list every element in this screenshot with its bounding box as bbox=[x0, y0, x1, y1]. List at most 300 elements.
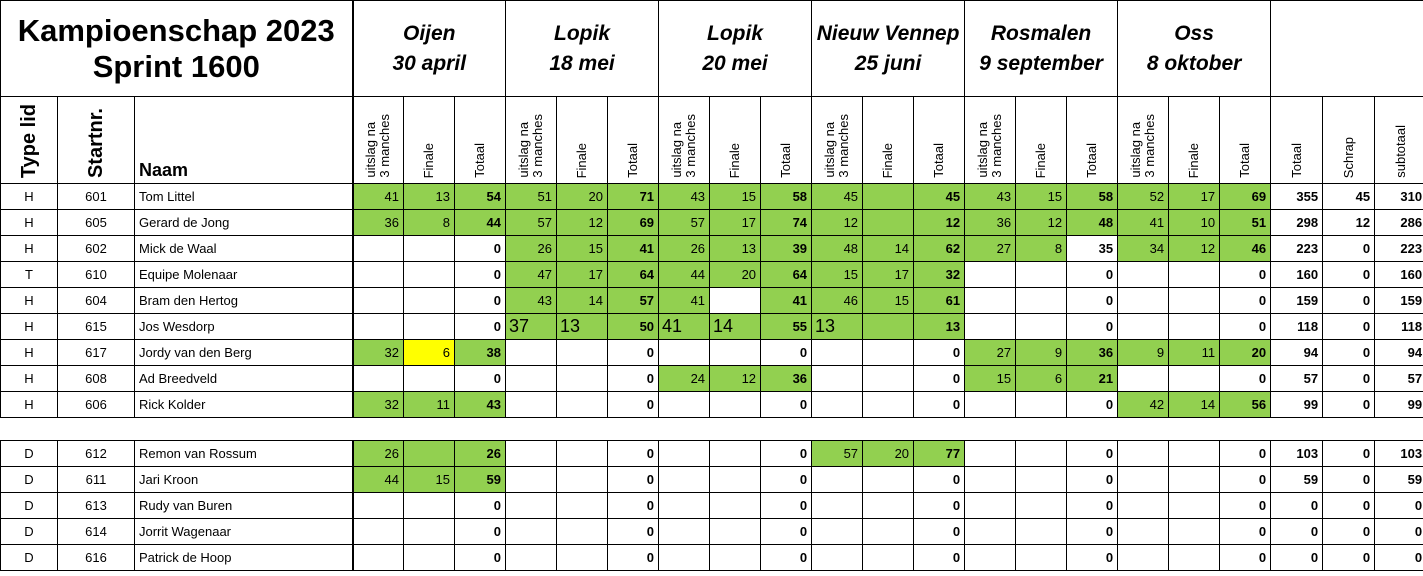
event-total-cell: 0 bbox=[608, 392, 659, 418]
finale-cell bbox=[404, 314, 455, 340]
finale-cell: 13 bbox=[557, 314, 608, 340]
uitslag-cell bbox=[353, 519, 404, 545]
event-total-cell: 0 bbox=[914, 340, 965, 366]
uitslag-cell bbox=[1118, 493, 1169, 519]
finale-cell bbox=[557, 366, 608, 392]
finale-cell bbox=[557, 545, 608, 571]
finale-cell bbox=[1016, 441, 1067, 467]
event-total-cell: 0 bbox=[1220, 519, 1271, 545]
uitslag-cell bbox=[506, 493, 557, 519]
event-total-cell: 21 bbox=[1067, 366, 1118, 392]
event-total-cell: 58 bbox=[761, 184, 812, 210]
finale-cell bbox=[1169, 467, 1220, 493]
uitslag-cell bbox=[1118, 262, 1169, 288]
schrap-cell: 0 bbox=[1323, 366, 1375, 392]
uitslag-cell: 27 bbox=[965, 236, 1016, 262]
finale-cell bbox=[557, 493, 608, 519]
finale-cell: 17 bbox=[710, 210, 761, 236]
finale-cell: 14 bbox=[557, 288, 608, 314]
grand-total-cell: 298 bbox=[1271, 210, 1323, 236]
finale-cell: 13 bbox=[710, 236, 761, 262]
finale-cell: 15 bbox=[710, 184, 761, 210]
uitslag-cell: 57 bbox=[506, 210, 557, 236]
finale-cell: 20 bbox=[557, 184, 608, 210]
name-cell: Jari Kroon bbox=[135, 467, 353, 493]
uitslag-cell: 45 bbox=[812, 184, 863, 210]
event-total-cell: 74 bbox=[761, 210, 812, 236]
grand-total-cell: 355 bbox=[1271, 184, 1323, 210]
event-total-cell: 0 bbox=[1220, 493, 1271, 519]
event-total-cell: 41 bbox=[761, 288, 812, 314]
uitslag-cell bbox=[659, 493, 710, 519]
type-cell: T bbox=[1, 262, 58, 288]
col-uitslag-event-4: uitslag na 3 manches bbox=[812, 97, 863, 184]
finale-cell bbox=[404, 545, 455, 571]
type-cell: H bbox=[1, 288, 58, 314]
uitslag-cell bbox=[812, 493, 863, 519]
event-total-cell: 13 bbox=[914, 314, 965, 340]
finale-cell bbox=[1169, 493, 1220, 519]
finale-cell bbox=[1016, 262, 1067, 288]
event-total-cell: 0 bbox=[608, 366, 659, 392]
finale-cell bbox=[557, 340, 608, 366]
name-cell: Ad Breedveld bbox=[135, 366, 353, 392]
col-totaal-event-1: Totaal bbox=[455, 97, 506, 184]
uitslag-cell bbox=[353, 262, 404, 288]
schrap-cell: 0 bbox=[1323, 314, 1375, 340]
uitslag-cell: 44 bbox=[353, 467, 404, 493]
finale-cell bbox=[1016, 519, 1067, 545]
subtotaal-cell: 0 bbox=[1375, 519, 1423, 545]
event-total-cell: 0 bbox=[914, 519, 965, 545]
finale-cell: 17 bbox=[863, 262, 914, 288]
table-row bbox=[1, 236, 1423, 262]
uitslag-cell bbox=[506, 392, 557, 418]
finale-cell bbox=[1016, 493, 1067, 519]
event-total-cell: 0 bbox=[914, 467, 965, 493]
uitslag-cell bbox=[353, 314, 404, 340]
startnr-cell: 605 bbox=[58, 210, 135, 236]
subtotaal-cell: 223 bbox=[1375, 236, 1423, 262]
type-cell: H bbox=[1, 184, 58, 210]
col-totaal-event-5: Totaal bbox=[1067, 97, 1118, 184]
table-row bbox=[1, 519, 1423, 545]
finale-cell: 15 bbox=[1016, 184, 1067, 210]
event-total-cell: 0 bbox=[1067, 262, 1118, 288]
event-total-cell: 0 bbox=[761, 467, 812, 493]
event-total-cell: 45 bbox=[914, 184, 965, 210]
uitslag-cell bbox=[353, 366, 404, 392]
uitslag-cell bbox=[506, 545, 557, 571]
finale-cell bbox=[1016, 392, 1067, 418]
uitslag-cell bbox=[1118, 519, 1169, 545]
title-line-1: Kampioenschap 2023 bbox=[17, 12, 335, 48]
subtotaal-cell: 0 bbox=[1375, 545, 1423, 571]
type-cell: H bbox=[1, 340, 58, 366]
subtotaal-cell: 57 bbox=[1375, 366, 1423, 392]
name-cell: Gerard de Jong bbox=[135, 210, 353, 236]
uitslag-cell bbox=[506, 467, 557, 493]
uitslag-cell: 43 bbox=[506, 288, 557, 314]
event-total-cell: 0 bbox=[455, 236, 506, 262]
startnr-cell: 612 bbox=[58, 441, 135, 467]
grand-total-cell: 160 bbox=[1271, 262, 1323, 288]
event-total-cell: 56 bbox=[1220, 392, 1271, 418]
name-cell: Jos Wesdorp bbox=[135, 314, 353, 340]
uitslag-cell: 44 bbox=[659, 262, 710, 288]
col-totaal-event-4: Totaal bbox=[914, 97, 965, 184]
event-total-cell: 54 bbox=[455, 184, 506, 210]
uitslag-cell bbox=[659, 392, 710, 418]
finale-cell: 8 bbox=[404, 210, 455, 236]
table-row bbox=[1, 340, 1423, 366]
event-total-cell: 0 bbox=[914, 366, 965, 392]
name-cell: Tom Littel bbox=[135, 184, 353, 210]
event-total-cell: 48 bbox=[1067, 210, 1118, 236]
finale-cell: 11 bbox=[404, 392, 455, 418]
startnr-cell: 604 bbox=[58, 288, 135, 314]
finale-cell: 6 bbox=[404, 340, 455, 366]
schrap-cell: 0 bbox=[1323, 288, 1375, 314]
grand-total-cell: 159 bbox=[1271, 288, 1323, 314]
event-total-cell: 0 bbox=[1220, 441, 1271, 467]
event-total-cell: 0 bbox=[455, 314, 506, 340]
grand-total-cell: 59 bbox=[1271, 467, 1323, 493]
uitslag-cell bbox=[812, 467, 863, 493]
subtotaal-cell: 94 bbox=[1375, 340, 1423, 366]
uitslag-cell bbox=[965, 314, 1016, 340]
schrap-cell: 0 bbox=[1323, 493, 1375, 519]
event-total-cell: 26 bbox=[455, 441, 506, 467]
subtotaal-cell: 160 bbox=[1375, 262, 1423, 288]
uitslag-cell: 12 bbox=[812, 210, 863, 236]
event-total-cell: 0 bbox=[608, 441, 659, 467]
title-line-2: Sprint 1600 bbox=[92, 48, 260, 84]
col-finale-event-1: Finale bbox=[404, 97, 455, 184]
finale-cell bbox=[863, 519, 914, 545]
subtotaal-cell: 310 bbox=[1375, 184, 1423, 210]
uitslag-cell bbox=[812, 366, 863, 392]
finale-cell bbox=[863, 493, 914, 519]
uitslag-cell: 24 bbox=[659, 366, 710, 392]
table-row bbox=[1, 545, 1423, 571]
uitslag-cell bbox=[812, 392, 863, 418]
col-uitslag-event-3: uitslag na 3 manches bbox=[659, 97, 710, 184]
event-total-cell: 44 bbox=[455, 210, 506, 236]
grand-total-cell: 103 bbox=[1271, 441, 1323, 467]
uitslag-cell: 13 bbox=[812, 314, 863, 340]
uitslag-cell: 52 bbox=[1118, 184, 1169, 210]
finale-cell bbox=[404, 262, 455, 288]
event-total-cell: 0 bbox=[1067, 441, 1118, 467]
uitslag-cell bbox=[965, 288, 1016, 314]
finale-cell bbox=[404, 236, 455, 262]
finale-cell: 12 bbox=[1169, 236, 1220, 262]
table-row bbox=[1, 314, 1423, 340]
schrap-cell: 0 bbox=[1323, 392, 1375, 418]
event-total-cell: 0 bbox=[761, 441, 812, 467]
table-row bbox=[1, 493, 1423, 519]
type-cell: D bbox=[1, 519, 58, 545]
uitslag-cell bbox=[1118, 545, 1169, 571]
uitslag-cell: 48 bbox=[812, 236, 863, 262]
type-cell: D bbox=[1, 441, 58, 467]
grand-total-cell: 99 bbox=[1271, 392, 1323, 418]
subtotaal-cell: 99 bbox=[1375, 392, 1423, 418]
event-header-2: Lopik 18 mei bbox=[506, 1, 659, 97]
uitslag-cell: 32 bbox=[353, 392, 404, 418]
startnr-cell: 613 bbox=[58, 493, 135, 519]
finale-cell bbox=[404, 519, 455, 545]
uitslag-cell: 41 bbox=[1118, 210, 1169, 236]
event-total-cell: 32 bbox=[914, 262, 965, 288]
subtotaal-cell: 159 bbox=[1375, 288, 1423, 314]
uitslag-cell bbox=[506, 441, 557, 467]
finale-cell bbox=[710, 519, 761, 545]
col-type-lid: Type lid bbox=[1, 97, 58, 184]
schrap-cell: 12 bbox=[1323, 210, 1375, 236]
event-total-cell: 0 bbox=[1220, 288, 1271, 314]
subtotaal-cell: 118 bbox=[1375, 314, 1423, 340]
finale-cell: 12 bbox=[1016, 210, 1067, 236]
finale-cell: 14 bbox=[863, 236, 914, 262]
name-cell: Patrick de Hoop bbox=[135, 545, 353, 571]
uitslag-cell: 27 bbox=[965, 340, 1016, 366]
event-total-cell: 0 bbox=[1067, 467, 1118, 493]
grand-total-cell: 223 bbox=[1271, 236, 1323, 262]
uitslag-cell bbox=[1118, 441, 1169, 467]
uitslag-cell: 26 bbox=[506, 236, 557, 262]
col-totaal-event-6: Totaal bbox=[1220, 97, 1271, 184]
event-total-cell: 0 bbox=[1220, 545, 1271, 571]
grand-total-cell: 0 bbox=[1271, 545, 1323, 571]
finale-cell: 8 bbox=[1016, 236, 1067, 262]
startnr-cell: 616 bbox=[58, 545, 135, 571]
finale-cell bbox=[710, 467, 761, 493]
finale-cell bbox=[863, 210, 914, 236]
finale-cell: 6 bbox=[1016, 366, 1067, 392]
event-total-cell: 0 bbox=[1067, 288, 1118, 314]
col-totaal-event-3: Totaal bbox=[761, 97, 812, 184]
event-total-cell: 0 bbox=[914, 493, 965, 519]
uitslag-cell bbox=[659, 441, 710, 467]
uitslag-cell bbox=[812, 340, 863, 366]
event-total-cell: 0 bbox=[608, 340, 659, 366]
finale-cell bbox=[1016, 545, 1067, 571]
startnr-cell: 606 bbox=[58, 392, 135, 418]
col-grand_totaal: Totaal bbox=[1271, 97, 1323, 184]
event-header-6: Oss 8 oktober bbox=[1118, 1, 1271, 97]
event-total-cell: 12 bbox=[914, 210, 965, 236]
col-uitslag-event-1: uitslag na 3 manches bbox=[353, 97, 404, 184]
name-cell: Equipe Molenaar bbox=[135, 262, 353, 288]
type-cell: H bbox=[1, 392, 58, 418]
name-cell: Mick de Waal bbox=[135, 236, 353, 262]
finale-cell bbox=[710, 441, 761, 467]
event-total-cell: 71 bbox=[608, 184, 659, 210]
name-cell: Remon van Rossum bbox=[135, 441, 353, 467]
event-total-cell: 0 bbox=[1067, 519, 1118, 545]
event-total-cell: 0 bbox=[455, 366, 506, 392]
uitslag-cell bbox=[965, 392, 1016, 418]
sheet-title bbox=[1, 1, 353, 97]
totals-header bbox=[1271, 1, 1423, 97]
subtotaal-cell: 0 bbox=[1375, 493, 1423, 519]
event-total-cell: 35 bbox=[1067, 236, 1118, 262]
startnr-cell: 602 bbox=[58, 236, 135, 262]
type-cell: H bbox=[1, 210, 58, 236]
uitslag-cell bbox=[965, 262, 1016, 288]
finale-cell: 9 bbox=[1016, 340, 1067, 366]
event-total-cell: 0 bbox=[1220, 366, 1271, 392]
uitslag-cell bbox=[506, 340, 557, 366]
finale-cell bbox=[863, 467, 914, 493]
event-total-cell: 0 bbox=[761, 519, 812, 545]
event-total-cell: 51 bbox=[1220, 210, 1271, 236]
col-finale-event-5: Finale bbox=[1016, 97, 1067, 184]
finale-cell bbox=[710, 340, 761, 366]
subtotaal-cell: 286 bbox=[1375, 210, 1423, 236]
startnr-cell: 617 bbox=[58, 340, 135, 366]
name-cell: Rick Kolder bbox=[135, 392, 353, 418]
finale-cell bbox=[710, 493, 761, 519]
table-row bbox=[1, 184, 1423, 210]
uitslag-cell bbox=[353, 288, 404, 314]
finale-cell bbox=[557, 519, 608, 545]
finale-cell bbox=[863, 366, 914, 392]
finale-cell bbox=[863, 392, 914, 418]
event-total-cell: 77 bbox=[914, 441, 965, 467]
event-total-cell: 0 bbox=[1067, 314, 1118, 340]
finale-cell: 14 bbox=[710, 314, 761, 340]
uitslag-cell bbox=[506, 519, 557, 545]
spacer-row bbox=[1, 418, 1423, 441]
finale-cell bbox=[710, 392, 761, 418]
startnr-cell: 610 bbox=[58, 262, 135, 288]
schrap-cell: 0 bbox=[1323, 545, 1375, 571]
col-totaal-event-2: Totaal bbox=[608, 97, 659, 184]
finale-cell bbox=[1169, 314, 1220, 340]
col-uitslag-event-5: uitslag na 3 manches bbox=[965, 97, 1016, 184]
event-total-cell: 58 bbox=[1067, 184, 1118, 210]
event-total-cell: 0 bbox=[608, 545, 659, 571]
table-row bbox=[1, 210, 1423, 236]
finale-cell bbox=[557, 441, 608, 467]
finale-cell bbox=[404, 493, 455, 519]
uitslag-cell bbox=[659, 519, 710, 545]
event-total-cell: 41 bbox=[608, 236, 659, 262]
uitslag-cell: 34 bbox=[1118, 236, 1169, 262]
finale-cell: 17 bbox=[1169, 184, 1220, 210]
event-total-cell: 69 bbox=[1220, 184, 1271, 210]
uitslag-cell bbox=[965, 519, 1016, 545]
schrap-cell: 45 bbox=[1323, 184, 1375, 210]
uitslag-cell: 51 bbox=[506, 184, 557, 210]
finale-cell: 12 bbox=[557, 210, 608, 236]
event-total-cell: 0 bbox=[608, 493, 659, 519]
finale-cell bbox=[1169, 366, 1220, 392]
type-cell: H bbox=[1, 236, 58, 262]
grand-total-cell: 57 bbox=[1271, 366, 1323, 392]
finale-cell: 17 bbox=[557, 262, 608, 288]
uitslag-cell: 15 bbox=[812, 262, 863, 288]
event-total-cell: 43 bbox=[455, 392, 506, 418]
uitslag-cell bbox=[965, 545, 1016, 571]
event-total-cell: 20 bbox=[1220, 340, 1271, 366]
event-total-cell: 0 bbox=[761, 545, 812, 571]
uitslag-cell bbox=[965, 467, 1016, 493]
event-total-cell: 0 bbox=[455, 288, 506, 314]
finale-cell bbox=[863, 340, 914, 366]
event-total-cell: 0 bbox=[1220, 467, 1271, 493]
event-total-cell: 0 bbox=[455, 493, 506, 519]
uitslag-cell: 46 bbox=[812, 288, 863, 314]
event-total-cell: 64 bbox=[761, 262, 812, 288]
finale-cell bbox=[1169, 441, 1220, 467]
event-total-cell: 0 bbox=[761, 392, 812, 418]
finale-cell: 15 bbox=[557, 236, 608, 262]
startnr-cell: 611 bbox=[58, 467, 135, 493]
uitslag-cell: 36 bbox=[965, 210, 1016, 236]
col-uitslag-event-6: uitslag na 3 manches bbox=[1118, 97, 1169, 184]
finale-cell: 12 bbox=[710, 366, 761, 392]
type-cell: D bbox=[1, 493, 58, 519]
table-row bbox=[1, 441, 1423, 467]
event-total-cell: 59 bbox=[455, 467, 506, 493]
finale-cell bbox=[863, 314, 914, 340]
uitslag-cell: 41 bbox=[353, 184, 404, 210]
event-total-cell: 0 bbox=[455, 262, 506, 288]
uitslag-cell: 26 bbox=[353, 441, 404, 467]
uitslag-cell bbox=[353, 545, 404, 571]
uitslag-cell: 41 bbox=[659, 288, 710, 314]
col-schrap: Schrap bbox=[1323, 97, 1375, 184]
event-total-cell: 0 bbox=[1067, 392, 1118, 418]
uitslag-cell: 43 bbox=[965, 184, 1016, 210]
finale-cell bbox=[710, 545, 761, 571]
schrap-cell: 0 bbox=[1323, 340, 1375, 366]
schrap-cell: 0 bbox=[1323, 236, 1375, 262]
event-total-cell: 0 bbox=[1220, 314, 1271, 340]
finale-cell: 10 bbox=[1169, 210, 1220, 236]
grand-total-cell: 118 bbox=[1271, 314, 1323, 340]
uitslag-cell: 37 bbox=[506, 314, 557, 340]
startnr-cell: 601 bbox=[58, 184, 135, 210]
col-subtotaal: subtotaal bbox=[1375, 97, 1423, 184]
uitslag-cell: 9 bbox=[1118, 340, 1169, 366]
event-total-cell: 38 bbox=[455, 340, 506, 366]
finale-cell bbox=[1169, 545, 1220, 571]
table-row bbox=[1, 467, 1423, 493]
uitslag-cell: 57 bbox=[812, 441, 863, 467]
schrap-cell: 0 bbox=[1323, 262, 1375, 288]
finale-cell bbox=[863, 184, 914, 210]
type-cell: H bbox=[1, 314, 58, 340]
name-cell: Rudy van Buren bbox=[135, 493, 353, 519]
event-total-cell: 36 bbox=[1067, 340, 1118, 366]
startnr-cell: 614 bbox=[58, 519, 135, 545]
type-cell: D bbox=[1, 545, 58, 571]
event-total-cell: 0 bbox=[761, 493, 812, 519]
event-total-cell: 0 bbox=[914, 392, 965, 418]
uitslag-cell bbox=[965, 493, 1016, 519]
event-header-1: Oijen 30 april bbox=[353, 1, 506, 97]
type-cell: H bbox=[1, 366, 58, 392]
event-header-4: Nieuw Vennep 25 juni bbox=[812, 1, 965, 97]
uitslag-cell bbox=[965, 441, 1016, 467]
col-finale-event-6: Finale bbox=[1169, 97, 1220, 184]
name-cell: Jorrit Wagenaar bbox=[135, 519, 353, 545]
